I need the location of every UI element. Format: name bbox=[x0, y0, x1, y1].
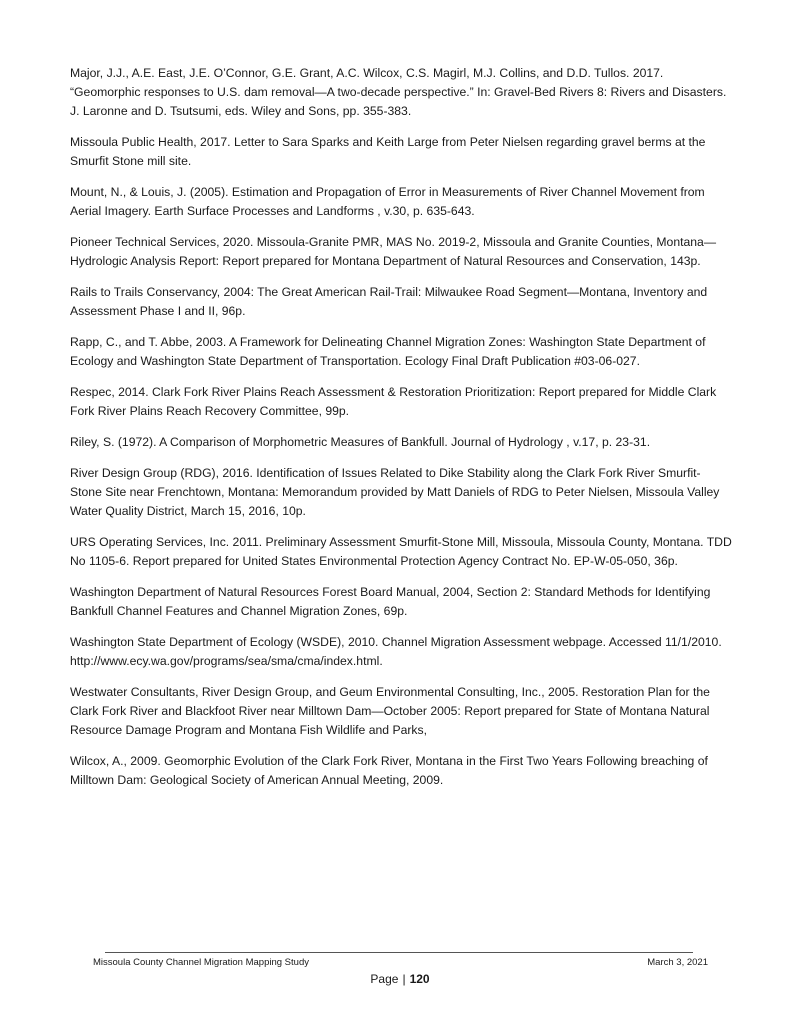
footer-date: March 3, 2021 bbox=[647, 957, 708, 968]
reference-item: Wilcox, A., 2009. Geomorphic Evolution of the Clark Fork River, Montana in the First Two Years Following breaching of Milltown Dam: Geological Society of American Annual Meeting, 2009. bbox=[70, 754, 708, 787]
reference-item: Washington State Department of Ecology (WSDE), 2010. Channel Migration Assessment webpage. Accessed 11/1/2010. http://www.ecy.wa.gov/programs/sea/sma/cma/index.html. bbox=[70, 635, 722, 668]
reference-item: Pioneer Technical Services, 2020. Missoula-Granite PMR, MAS No. 2019-2, Missoula and Granite Counties, Montana—Hydrologic Analysis Report: Report prepared for Montana Department of Natural Resources and Conservation, 143p. bbox=[70, 235, 717, 268]
reference-item: Major, J.J., A.E. East, J.E. O’Connor, G.E. Grant, A.C. Wilcox, C.S. Magirl, M.J. Collins, and D.D. Tullos. 2017. “Geomorphic responses to U.S. dam removal—A two-decade perspective.” In: Gravel-Bed Rivers 8: Rivers and Disasters. J. Laronne and D. Tsutsumi, eds. Wiley and Sons, pp. 355-383. bbox=[70, 66, 727, 118]
reference-item: Respec, 2014. Clark Fork River Plains Reach Assessment & Restoration Prioritization: Report prepared for Middle Clark Fork River Plains Reach Recovery Committee, 99p. bbox=[70, 385, 717, 418]
page-number bbox=[0, 972, 800, 986]
footer-divider bbox=[105, 952, 693, 953]
reference-item: Mount, N., & Louis, J. (2005). Estimation and Propagation of Error in Measurements of River Channel Movement from Aerial Imagery. Earth Surface Processes and Landforms , v.30, p. 635-643. bbox=[70, 185, 705, 218]
footer-document-title: Missoula County Channel Migration Mapping Study bbox=[93, 957, 309, 968]
reference-item: River Design Group (RDG), 2016. Identification of Issues Related to Dike Stability along the Clark Fork River Smurfit-Stone Site near Frenchtown, Montana: Memorandum provided by Matt Daniels of RDG to Peter Nielsen, Missoula Valley Water Quality District, March 15, 2016, 10p. bbox=[70, 466, 720, 518]
reference-item: URS Operating Services, Inc. 2011. Preliminary Assessment Smurfit-Stone Mill, Missoula, Missoula County, Montana. TDD No 1105-6. Report prepared for United States Environmental Protection Agency Contract No. EP-W-05-050, 36p. bbox=[70, 535, 732, 568]
page-label: Page bbox=[370, 972, 399, 986]
reference-item: Westwater Consultants, River Design Group, and Geum Environmental Consulting, Inc., 2005. Restoration Plan for the Clark Fork River and Blackfoot River near Milltown Dam—October 2005: Report prepared for State of Montana Natural Resource Damage Program and Montana Fish Wildlife and Parks, bbox=[70, 685, 710, 737]
reference-list bbox=[70, 64, 732, 802]
reference-item: Missoula Public Health, 2017. Letter to Sara Sparks and Keith Large from Peter Nielsen regarding gravel berms at the Smurfit Stone mill site. bbox=[70, 135, 706, 168]
reference-item: Rails to Trails Conservancy, 2004: The Great American Rail-Trail: Milwaukee Road Segment—Montana, Inventory and Assessment Phase I and II, 96p. bbox=[70, 285, 708, 318]
reference-item: Washington Department of Natural Resources Forest Board Manual, 2004, Section 2: Standard Methods for Identifying Bankfull Channel Features and Channel Migration Zones, 69p. bbox=[70, 585, 711, 618]
page-separator: | bbox=[402, 972, 406, 986]
page-number-value: 120 bbox=[409, 972, 430, 986]
reference-item: Rapp, C., and T. Abbe, 2003. A Framework for Delineating Channel Migration Zones: Washington State Department of Ecology and Washington State Department of Transportation. Ecology Final Draft Publication #03-06-027. bbox=[70, 335, 706, 368]
reference-item: Riley, S. (1972). A Comparison of Morphometric Measures of Bankfull. Journal of Hydrology , v.17, p. 23-31. bbox=[70, 435, 651, 449]
